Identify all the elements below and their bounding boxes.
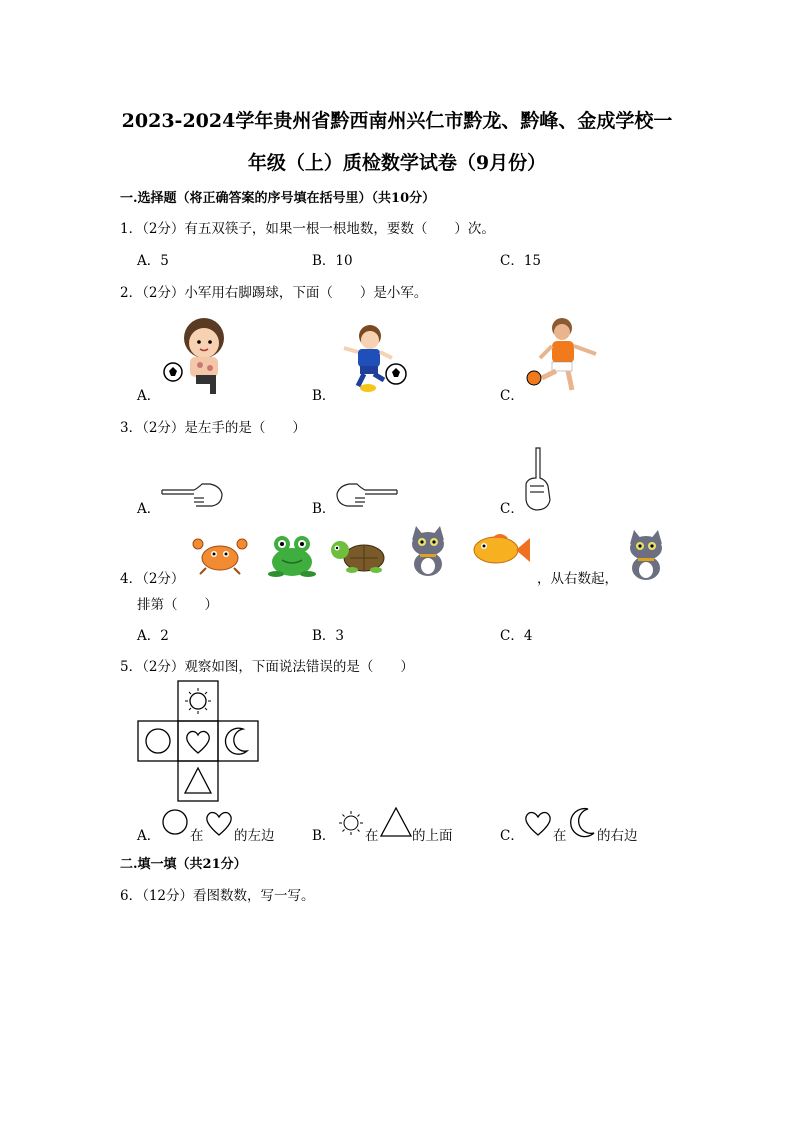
q2-option-a[interactable]: A． bbox=[137, 388, 161, 404]
q4-option-b[interactable]: B．3 bbox=[312, 628, 345, 644]
q4-option-c[interactable]: C．4 bbox=[500, 628, 533, 644]
moon-shape-icon bbox=[568, 806, 598, 838]
hand-pointing-left-icon bbox=[160, 478, 224, 510]
q5-option-a-mid: 在 bbox=[190, 828, 204, 844]
q1-option-b[interactable]: B．10 bbox=[312, 253, 353, 269]
turtle-illustration bbox=[326, 538, 388, 574]
cat-illustration-2 bbox=[622, 528, 670, 580]
circle-shape-icon bbox=[161, 808, 189, 836]
question-2-text: 2．（2分）小军用右脚踢球，下面（ ）是小军。 bbox=[120, 285, 428, 301]
q5-option-c-label[interactable]: C． bbox=[500, 828, 524, 844]
question-6-text: 6．（12分）看图数数，写一写。 bbox=[120, 888, 315, 904]
heart-shape-icon-2 bbox=[523, 809, 553, 837]
q5-option-b-mid: 在 bbox=[365, 828, 379, 844]
section-1-heading: 一.选择题（将正确答案的序号填在括号里）（共10分） bbox=[120, 191, 436, 206]
q1-option-c[interactable]: C．15 bbox=[500, 253, 542, 269]
q3-option-a[interactable]: A． bbox=[137, 501, 161, 517]
question-4-prefix: 4．（2分） bbox=[120, 571, 185, 587]
question-3-text: 3．（2分）是左手的是（ ） bbox=[120, 420, 306, 436]
section-2-heading: 二.填一填（共21分） bbox=[120, 857, 247, 872]
q5-option-c-end: 的右边 bbox=[597, 828, 638, 844]
q2-option-b[interactable]: B． bbox=[312, 388, 336, 404]
shape-cross-grid-figure bbox=[137, 680, 261, 804]
q5-option-b-label[interactable]: B． bbox=[312, 828, 336, 844]
question-4-suffix: ，从右数起， bbox=[537, 571, 618, 587]
q4-option-a[interactable]: A．2 bbox=[137, 628, 169, 644]
q3-option-c[interactable]: C． bbox=[500, 501, 524, 517]
triangle-shape-icon bbox=[379, 806, 413, 838]
question-5-text: 5．（2分）观察如图，下面说法错误的是（ ） bbox=[120, 659, 414, 675]
q5-option-c-mid: 在 bbox=[553, 828, 567, 844]
crab-illustration bbox=[192, 534, 250, 574]
frog-illustration bbox=[266, 534, 318, 578]
q5-option-a-end: 的左边 bbox=[234, 828, 275, 844]
hand-pointing-right-icon bbox=[335, 478, 399, 510]
q5-option-b-end: 的上面 bbox=[412, 828, 453, 844]
goldfish-illustration bbox=[470, 530, 532, 568]
cat-illustration-1 bbox=[404, 524, 452, 576]
sun-shape-icon bbox=[338, 810, 364, 836]
question-4-line2: 排第（ ） bbox=[137, 597, 218, 613]
kid-kicking-ball-b-illustration bbox=[338, 322, 410, 394]
hand-pointing-up-icon bbox=[522, 446, 554, 512]
heart-shape-icon bbox=[204, 809, 234, 837]
q3-option-b[interactable]: B． bbox=[312, 501, 336, 517]
q5-option-a-label[interactable]: A． bbox=[137, 828, 161, 844]
q1-option-a[interactable]: A．5 bbox=[137, 253, 169, 269]
page-title-line1: 2023-2024学年贵州省黔西南州兴仁市黔龙、黔峰、金成学校一 bbox=[121, 110, 673, 132]
kid-kicking-ball-a-illustration bbox=[160, 310, 230, 396]
q2-option-c[interactable]: C． bbox=[500, 388, 524, 404]
page-title-line2: 年级（上）质检数学试卷（9月份） bbox=[247, 152, 547, 174]
question-1-text: 1．（2分）有五双筷子，如果一根一根地数，要数（ ）次。 bbox=[120, 221, 495, 237]
man-kicking-ball-c-illustration bbox=[520, 314, 602, 396]
